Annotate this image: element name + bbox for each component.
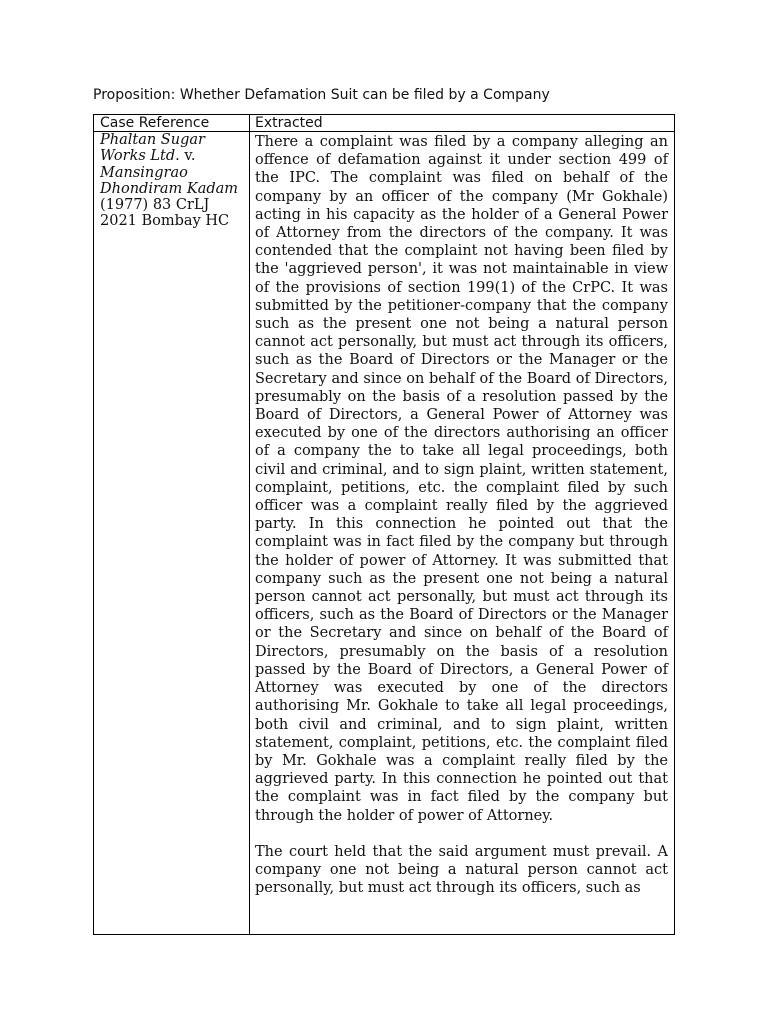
case-party-1: Phaltan Sugar Works Ltd. bbox=[100, 132, 205, 165]
case-versus: v. bbox=[179, 148, 196, 165]
column-divider bbox=[249, 115, 250, 934]
header-extracted: Extracted bbox=[255, 115, 323, 131]
case-reference-cell bbox=[100, 132, 244, 230]
extracted-cell bbox=[255, 133, 668, 916]
case-citation: (1977) 83 CrLJ 2021 Bombay HC bbox=[100, 197, 230, 230]
header-case-reference: Case Reference bbox=[100, 115, 210, 131]
proposition-heading: Proposition: Whether Defamation Suit can be filed by a Company bbox=[93, 87, 550, 103]
case-party-2: Mansingrao Dhondiram Kadam bbox=[100, 164, 239, 197]
extract-paragraph: There a complaint was filed by a company alleging an offence of defamation against it under section 499 of the IPC. The complaint was filed on behalf of the company by an officer of the company (Mr Gokhale) acting in his capacity as the holder of a General Power of Attorney from the directors of the company. It was contended that the complaint not having been filed by the 'aggrieved person', it was not maintainable in view of the provisions of section 199(1) of the CrPC. It was submitted by the petitioner-company that the company such as the present one not being a natural person cannot act personally, but must act through its officers, such as the Board of Directors or the Manager or the Secretary and since on behalf of the Board of Directors, presumably on the basis of a resolution passed by the Board of Directors, a General Power of Attorney was executed by one of the directors authorising an officer of a company the to take all legal proceedings, both civil and criminal, and to sign plaint, written statement, complaint, petitions, etc. the complaint filed by such officer was a complaint really filed by the aggrieved party. In this connection he pointed out that the complaint was in fact filed by the company but through the holder of power of Attorney. It was submitted that company such as the present one not being a natural person cannot act personally, but must act through its officers, such as the Board of Directors or the Manager or the Secretary and since on behalf of the Board of Directors, presumably on the basis of a resolution passed by the Board of Directors, a General Power of Attorney was executed by one of the directors authorising Mr. Gokhale to take all legal proceedings, both civil and criminal, and to sign plaint, written statement, complaint, petitions, etc. the complaint filed by Mr. Gokhale was a complaint really filed by the aggrieved party. In this connection he pointed out that the complaint was in fact filed by the company but through the holder of power of Attorney. bbox=[255, 134, 668, 824]
extract-paragraph: The court held that the said argument must prevail. A company one not being a natural person cannot act personally, but must act through its officers, such as bbox=[255, 843, 668, 897]
case-table bbox=[93, 114, 675, 935]
